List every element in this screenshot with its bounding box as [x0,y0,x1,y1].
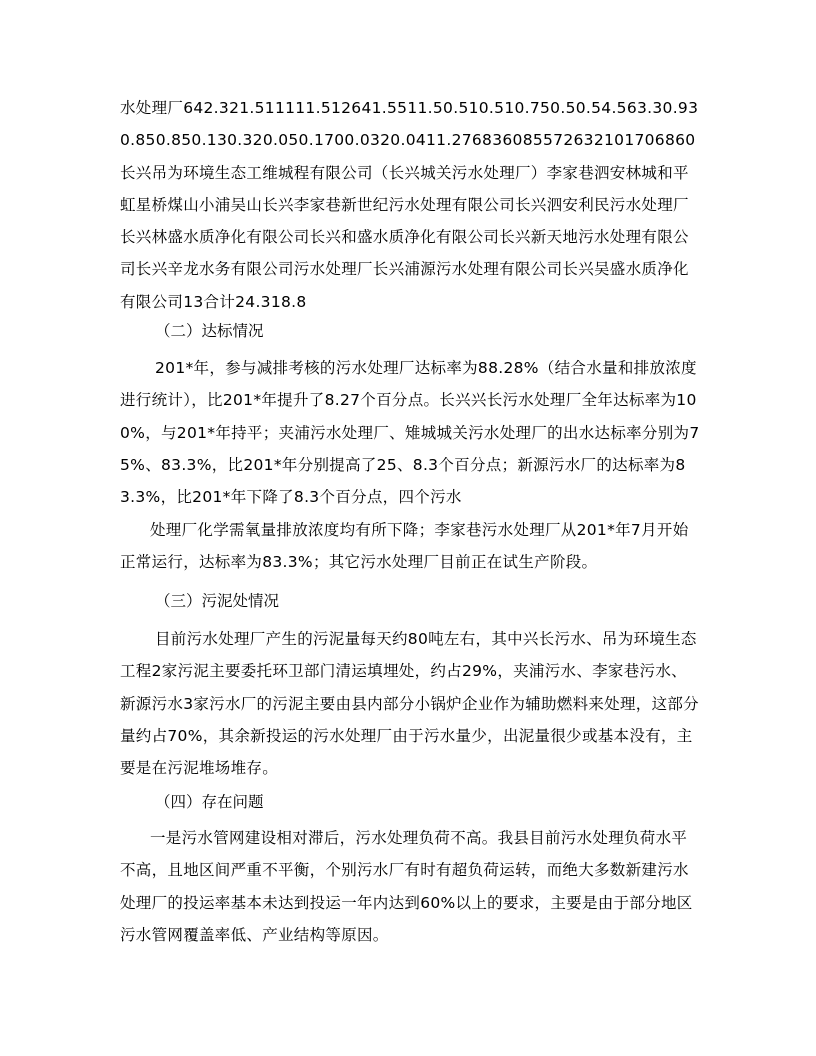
paragraph-compliance-continued [120,514,700,579]
paragraph-compliance: 201*年，参与减排考核的污水处理厂达标率为88.28%（结合水量和排放浓度进行统计），比201*年提升了8.27个百分点。长兴兴长污水处理厂全年达标率为100%，与201*年持平；夹浦污水处理厂、雉城城关污水处理厂的出水达标率分别为75%、83.3%，比201*年分别提高了25、8.3个百分点；新源污水厂的达标率为83.3%，比201*年下降了8.3个百分点，四个污水 [120,359,700,507]
section-heading-compliance: （二）达标情况 [155,322,264,340]
paragraph-sludge: 目前污水处理厂产生的污泥量每天约80吨左右，其中兴长污水、吊为环境生态工程2家污泥主要委托环卫部门清运填埋处，约占29%，夹浦污水、李家巷污水、新源污水3家污水厂的污泥主要由县内部分小锅炉企业作为辅助燃料来处理，这部分量约占70%，其余新投运的污水处理厂由于污水量少，出泥量很少或基本没有，主要是在污泥堆场堆存。 [120,630,699,778]
section-heading-problems: （四）存在问题 [155,793,264,811]
paragraph-table-text: 水处理厂642.321.511111.512641.5511.50.510.510.750.50.54.563.30.930.850.850.130.320.050.1700.0320.0411.2768360855726321017068​60长兴吊为环境生态工维城程有限公司（长兴城关污水处理厂）李家巷泗安林城和平虹星桥煤山小浦吴山长兴李家巷新世纪污水处理有限公司长兴泗安利民污水处理厂长兴林盛水质净化有限公司长兴和盛水质净化有限公司长兴新天地污水处理有限公司长兴辛龙水务有限公司污水处理厂长兴浦源污水处理有限公司长兴吴盛水质净化有限公司13合计24.318.8 [120,99,699,311]
paragraph-compliance-continued-text: 处理厂化学需氧量排放浓度均有所下降；李家巷污水处理厂从201*年7月开始正常运行，达标率为83.3%；其它污水处理厂目前正在试生产阶段。 [120,521,689,572]
section-heading-sludge: （三）污泥处情况 [155,592,280,610]
paragraph-problems: 一是污水管网建设相对滞后，污水处理负荷不高。我县目前污水处理负荷水平不高，且地区间严重不平衡，个别污水厂有时有超负荷运转，而绝大多数新建污水处理厂的投运率基本未达到投运一年内达到60%以上的要求，主要是由于部分地区污水管网覆盖率低、产业结构等原因。 [120,829,693,944]
